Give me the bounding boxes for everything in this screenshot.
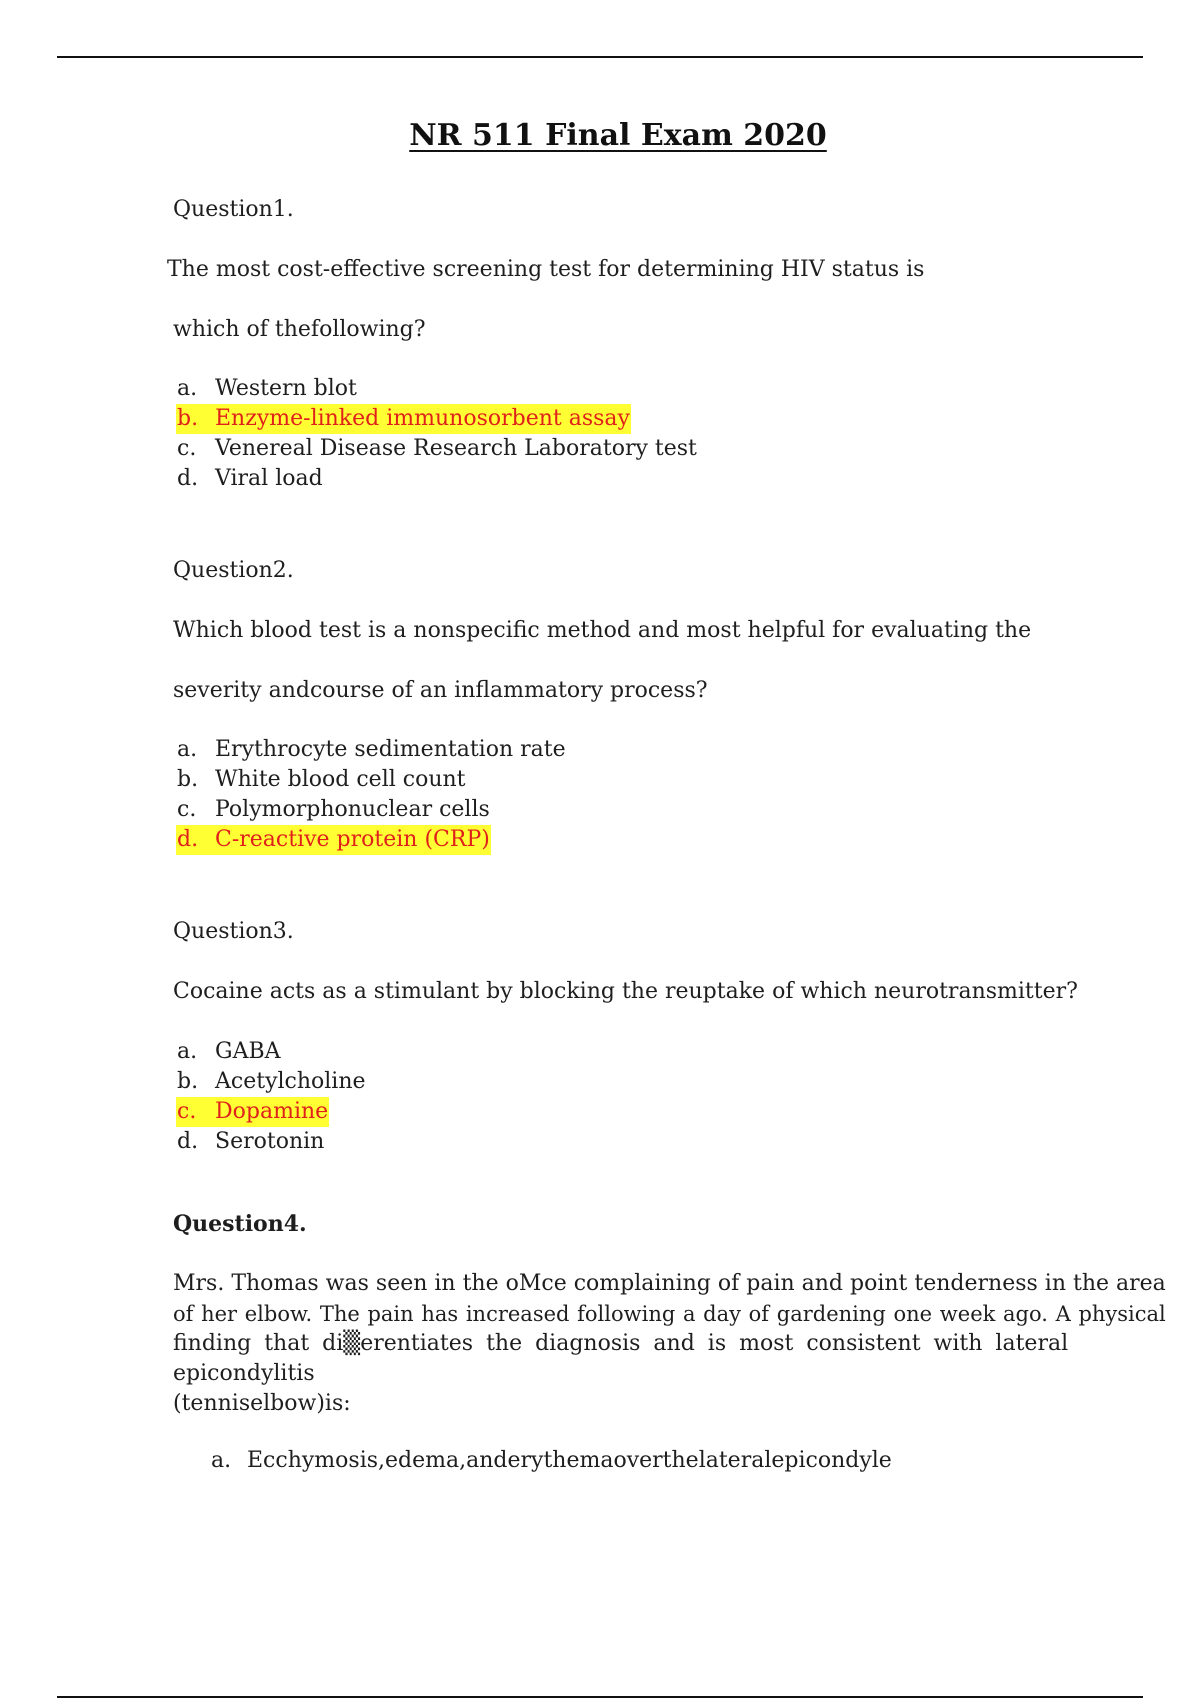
question-3-options: [176, 1037, 367, 1157]
question-4-stem: [173, 1269, 1166, 1419]
option-letter: b.: [177, 406, 199, 431]
option-text: Venereal Disease Research Laboratory test: [215, 436, 697, 461]
option-text: Western blot: [215, 376, 357, 401]
option-letter: c.: [177, 797, 197, 822]
option-letter: b.: [177, 1069, 199, 1094]
question-4-stem-line-5: (tenniselbow)is:: [173, 1391, 351, 1416]
top-rule: [57, 56, 1143, 58]
question-4-heading: Question4.: [173, 1211, 307, 1237]
question-1-option-b-correct[interactable]: [176, 404, 698, 434]
bottom-rule: [57, 1696, 1143, 1698]
option-letter: b.: [177, 767, 199, 792]
question-1-stem-line-1: The most cost-effective screening test for determining HIV status is: [167, 257, 925, 282]
option-text: Erythrocyte sedimentation rate: [215, 737, 566, 762]
option-text: Polymorphonuclear cells: [215, 797, 490, 822]
question-4-stem-line-3: finding that di▒erentiates the diagnosis and is most consistent with lateral: [173, 1331, 1069, 1356]
option-letter: c.: [177, 436, 197, 461]
option-text: GABA: [215, 1039, 281, 1064]
option-text: Dopamine: [215, 1099, 329, 1124]
question-4-options: [210, 1446, 893, 1476]
question-3-option-a[interactable]: [176, 1037, 367, 1067]
question-3-option-b[interactable]: [176, 1067, 367, 1097]
question-2-stem-line-2: severity andcourse of an inflammatory process?: [173, 678, 708, 703]
question-2-option-d-correct[interactable]: [176, 825, 567, 855]
option-letter: d.: [177, 1129, 199, 1154]
question-1-stem-line-2: which of thefollowing?: [173, 317, 426, 342]
page-title: NR 511 Final Exam 2020: [409, 118, 827, 153]
question-3-stem-line-1: Cocaine acts as a stimulant by blocking the reuptake of which neurotransmitter?: [173, 979, 1078, 1004]
question-2-heading: Question2.: [173, 558, 294, 583]
question-2-option-a[interactable]: [176, 735, 567, 765]
option-text: Viral load: [215, 466, 323, 491]
question-2-option-c[interactable]: [176, 795, 567, 825]
question-1-option-a[interactable]: [176, 374, 698, 404]
question-2-options: [176, 735, 567, 855]
option-letter: d.: [177, 827, 199, 852]
question-4-stem-line-4: epicondylitis: [173, 1361, 315, 1386]
question-3-heading: Question3.: [173, 919, 294, 944]
question-1-option-c[interactable]: [176, 434, 698, 464]
option-text: C-reactive protein (CRP): [215, 827, 490, 852]
question-4-stem-line-1: Mrs. Thomas was seen in the oMce complaining of pain and point tenderness in the area: [173, 1271, 1166, 1296]
question-2-option-b[interactable]: [176, 765, 567, 795]
option-text: Acetylcholine: [215, 1069, 366, 1094]
question-2-stem-line-1: Which blood test is a nonspecific method and most helpful for evaluating the: [173, 618, 1032, 643]
question-4-option-a[interactable]: [210, 1446, 893, 1476]
question-4-stem-line-2: of her elbow. The pain has increased following a day of gardening one week ago. A physical: [173, 1302, 1166, 1326]
option-text: Serotonin: [215, 1129, 325, 1154]
option-letter: a.: [177, 376, 198, 401]
option-letter: a.: [177, 1039, 198, 1064]
option-text: White blood cell count: [215, 767, 466, 792]
question-1-heading: Question1.: [173, 197, 294, 222]
option-letter: a.: [177, 737, 198, 762]
option-letter: a.: [211, 1448, 232, 1473]
option-letter: c.: [177, 1099, 197, 1124]
question-3-option-d[interactable]: [176, 1127, 367, 1157]
option-letter: d.: [177, 466, 199, 491]
option-text: Ecchymosis,edema,anderythemaoverthelateralepicondyle: [247, 1448, 892, 1473]
question-3-option-c-correct[interactable]: [176, 1097, 367, 1127]
question-1-options: [176, 374, 698, 494]
question-1-option-d[interactable]: [176, 464, 698, 494]
option-text: Enzyme-linked immunosorbent assay: [215, 406, 630, 431]
